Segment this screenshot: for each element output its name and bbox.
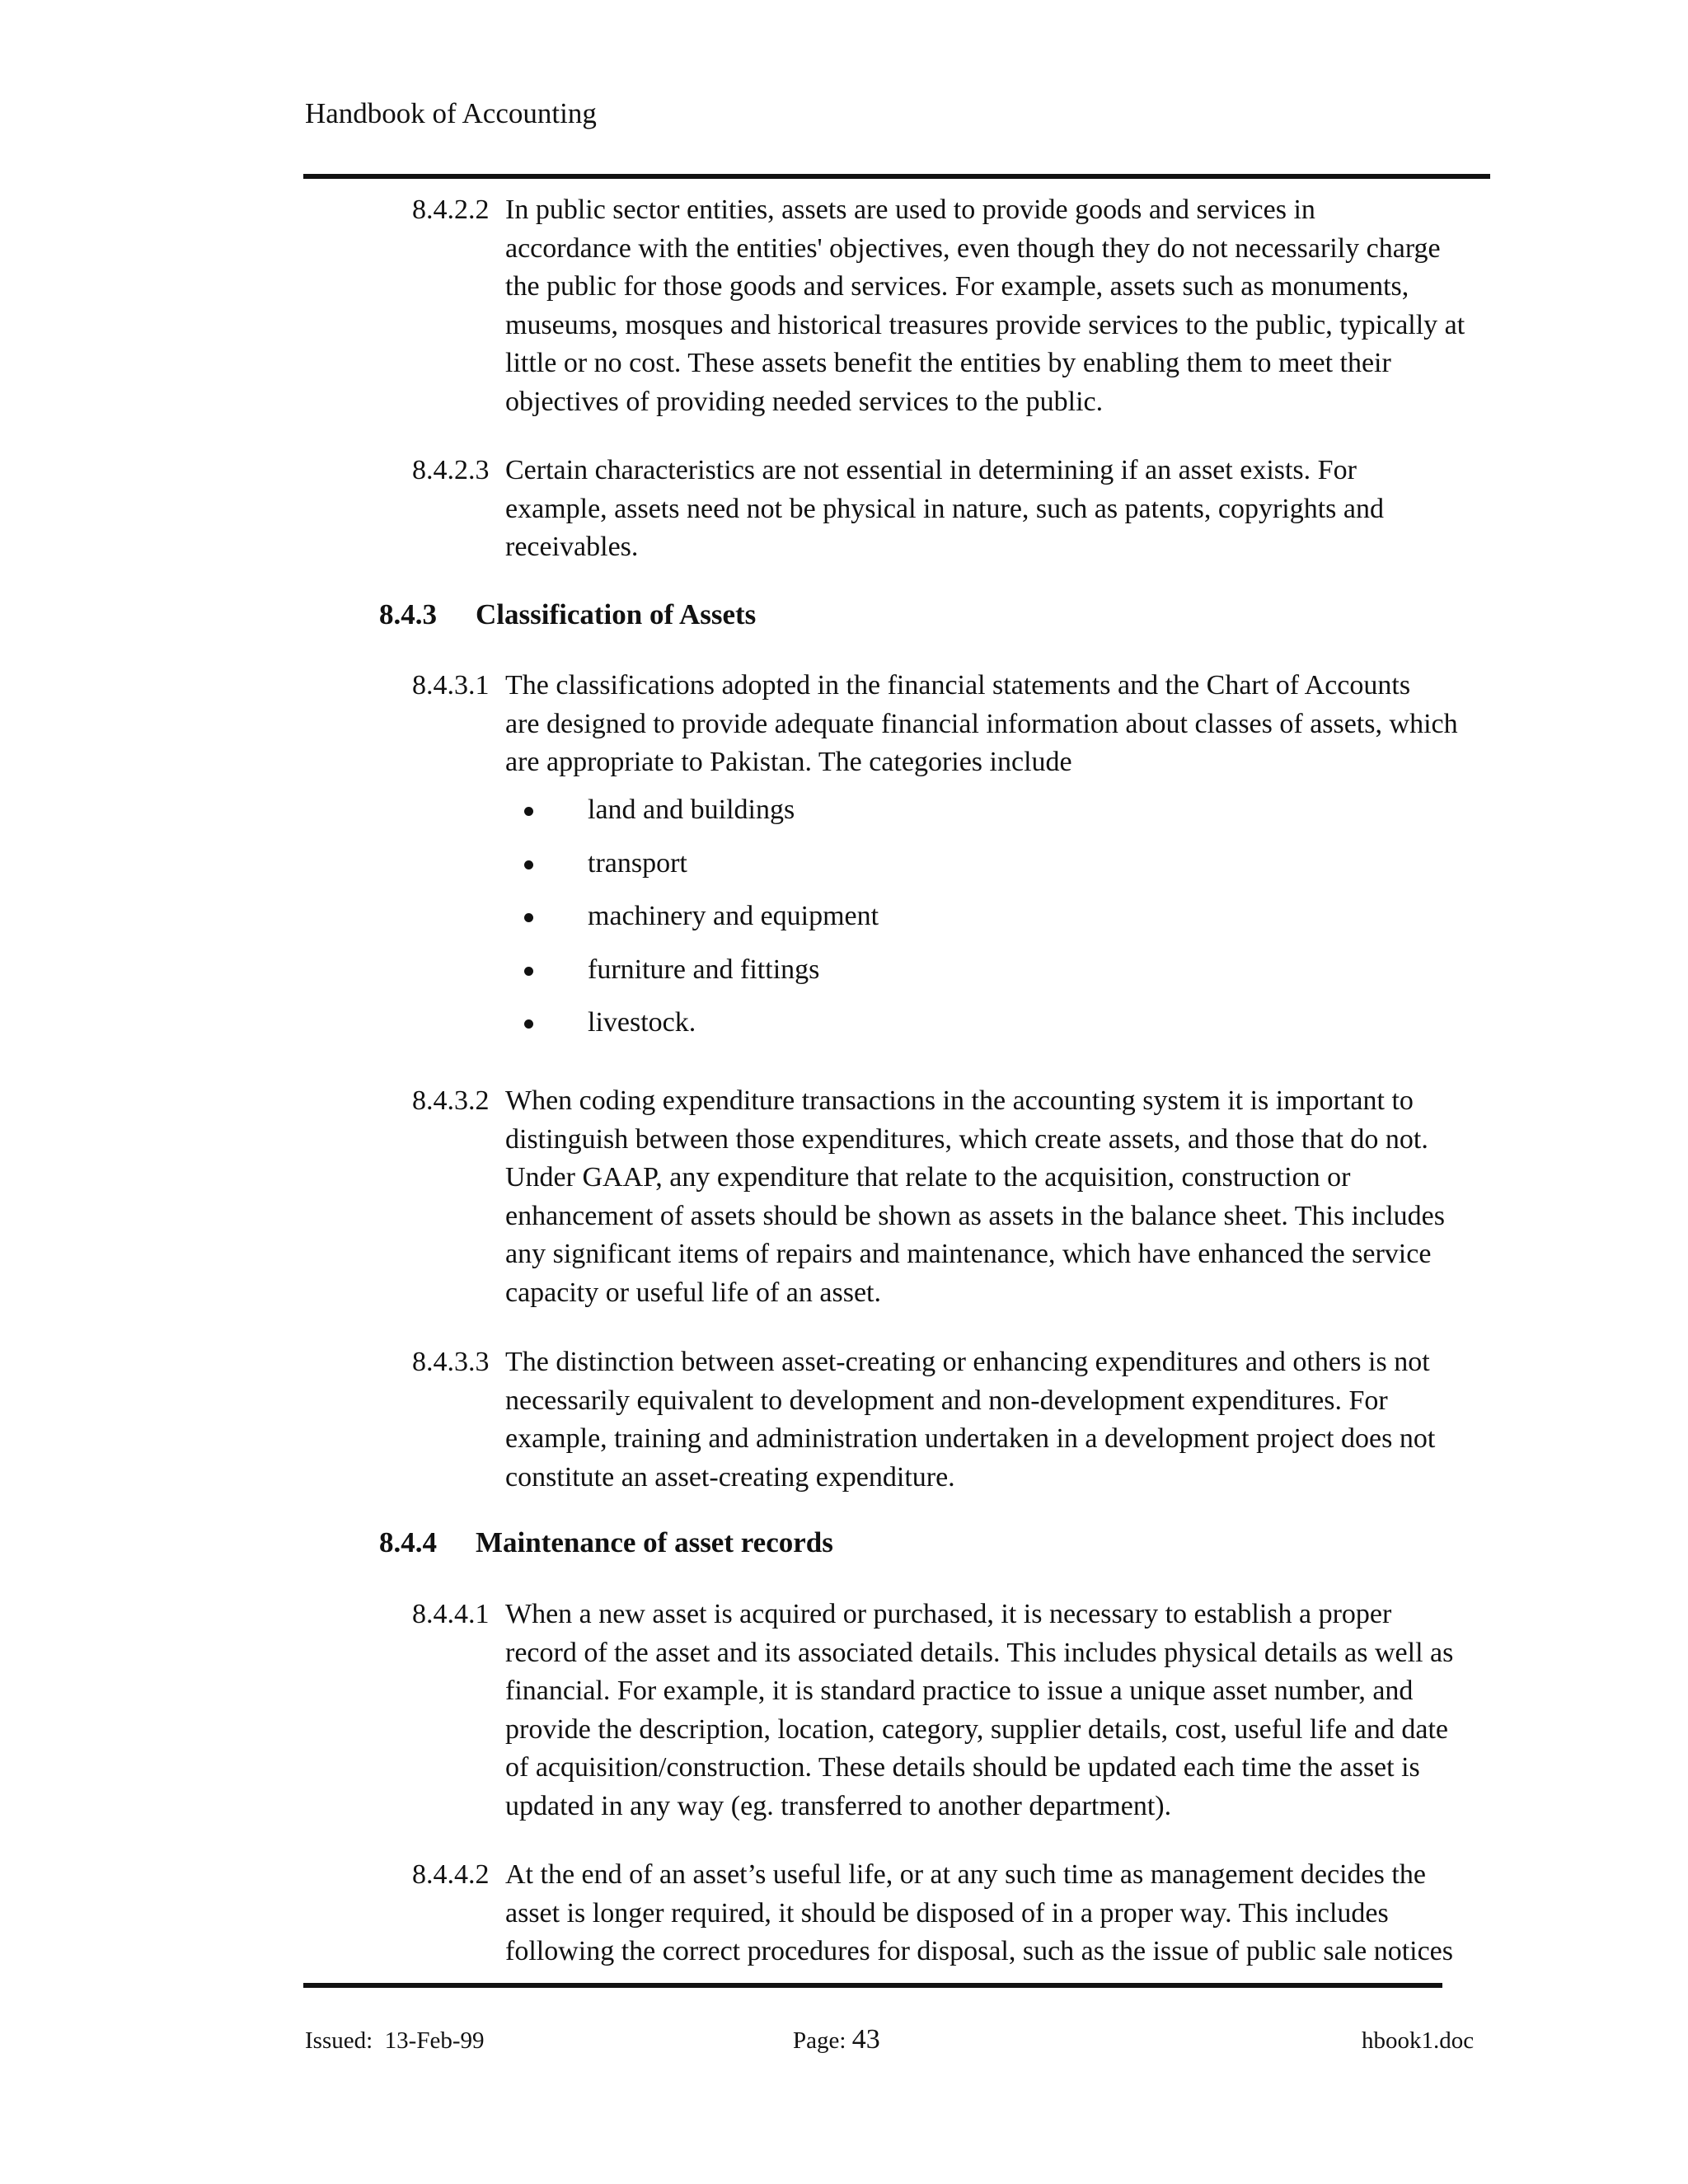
asset-categories-list	[544, 791, 879, 1057]
bullet-icon	[524, 967, 533, 976]
header-rule	[303, 174, 1490, 179]
page-label: Page:	[793, 2027, 846, 2054]
paragraph-number: 8.4.2.2	[412, 194, 490, 225]
list-item: furniture and fittings	[544, 951, 879, 1005]
section-heading-8-4-3	[379, 598, 756, 631]
bullet-icon	[524, 1019, 533, 1029]
paragraph-text: Certain characteristics are not essential in determining if an asset exists. For example, assets need not be physical in nature, such as patents, copyrights and receivables.	[505, 455, 1384, 562]
section-number: 8.4.3	[379, 598, 437, 630]
paragraph-text: The classifications adopted in the financial statements and the Chart of Accounts are designed to provide adequate financial information about classes of assets, which are appropriate to Pakistan. The categories include	[505, 670, 1458, 777]
paragraph-text: The distinction between asset-creating or enhancing expenditures and others is not necessarily equivalent to development and non-development expenditures. For example, training and administration undertaken in a development project does not constitute an asset-creating expenditure.	[505, 1347, 1436, 1493]
section-title: Maintenance of asset records	[476, 1526, 833, 1558]
paragraph-8-4-3-1	[412, 667, 1492, 782]
footer-page	[793, 2024, 880, 2055]
footer-filename: hbook1.doc	[1362, 2027, 1475, 2054]
paragraph-number: 8.4.3.3	[412, 1347, 490, 1377]
page-header-title: Handbook of Accounting	[305, 97, 597, 129]
paragraph-8-4-3-3	[412, 1343, 1492, 1497]
bullet-icon	[524, 913, 533, 922]
paragraph-text: When a new asset is acquired or purchased, it is necessary to establish a proper record of the asset and its associated details. This includes physical details as well as financial. For example, it is standard practice to issue a unique asset number, and provide the description, location, category, supplier details, cost, useful life and date of acquisition/construction. These details should be updated each time the asset is updated in any way (eg. transferred to another department).	[505, 1599, 1454, 1821]
bullet-icon	[524, 807, 533, 816]
paragraph-number: 8.4.3.1	[412, 670, 490, 701]
paragraph-8-4-4-1	[412, 1596, 1492, 1825]
section-number: 8.4.4	[379, 1526, 437, 1558]
footer-issued	[305, 2027, 485, 2055]
list-item: livestock.	[544, 1004, 879, 1057]
list-item: land and buildings	[544, 791, 879, 845]
section-heading-8-4-4	[379, 1526, 833, 1559]
footer-rule	[303, 1983, 1442, 1988]
paragraph-8-4-3-2	[412, 1082, 1492, 1312]
paragraph-text: When coding expenditure transactions in the accounting system it is important to distinguish between those expenditures, which create assets, and those that do not. Under GAAP, any expenditure that relate to the acquisition, construction or enhancement of assets should be shown as assets in the balance sheet. This includes any significant items of repairs and maintenance, which have enhanced the service capacity or useful life of an asset.	[505, 1085, 1445, 1308]
paragraph-8-4-4-2	[412, 1856, 1492, 1971]
list-item: machinery and equipment	[544, 898, 879, 951]
page-number: 43	[851, 2024, 880, 2055]
section-title: Classification of Assets	[476, 598, 757, 630]
list-item: transport	[544, 845, 879, 898]
paragraph-number: 8.4.2.3	[412, 455, 490, 485]
paragraph-text: At the end of an asset’s useful life, or at any such time as management decides the asset is longer required, it should be disposed of in a proper way. This includes following the correct procedures for disposal, such as the issue of public sale notices	[505, 1859, 1454, 1966]
issued-date: 13-Feb-99	[384, 2027, 485, 2054]
paragraph-number: 8.4.4.1	[412, 1599, 490, 1629]
bullet-icon	[524, 860, 533, 869]
paragraph-text: In public sector entities, assets are used to provide goods and services in accordance with the entities' objectives, even though they do not necessarily charge the public for those goods and services. For example, assets such as monuments, museums, mosques and historical treasures provide services to the public, typically at little or no cost. These assets benefit the entities by enabling them to meet their objectives of providing needed services to the public.	[505, 194, 1465, 417]
paragraph-8-4-2-2	[412, 191, 1492, 421]
paragraph-8-4-2-3	[412, 452, 1492, 567]
paragraph-number: 8.4.3.2	[412, 1085, 490, 1116]
paragraph-number: 8.4.4.2	[412, 1859, 490, 1890]
issued-label: Issued:	[305, 2027, 373, 2054]
